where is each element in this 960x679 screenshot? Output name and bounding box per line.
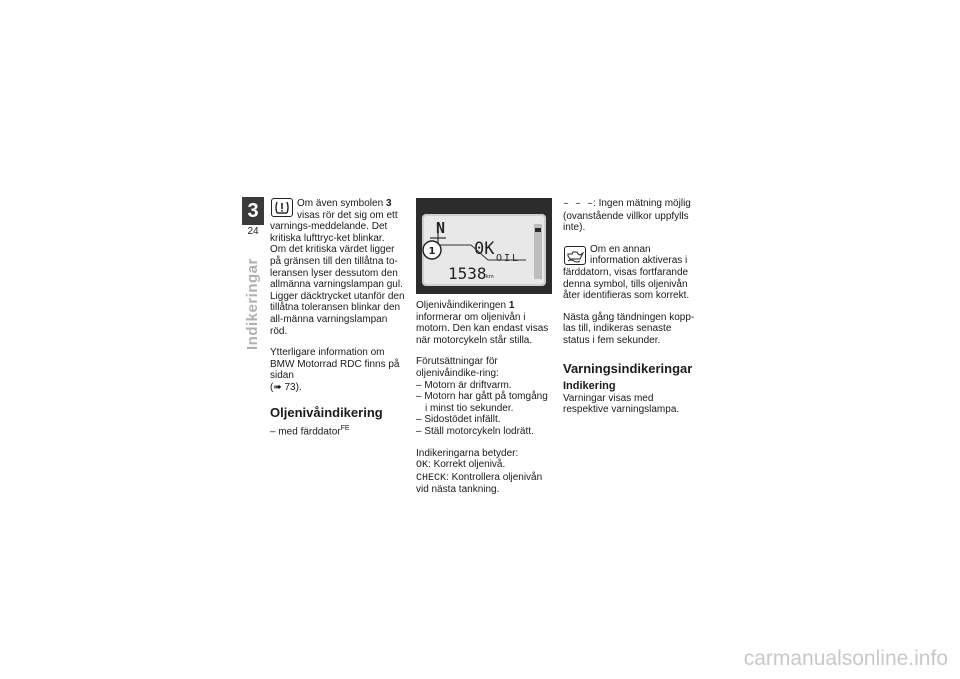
list-item: – Motorn är driftvarm. xyxy=(416,379,512,391)
page-number: 24 xyxy=(247,226,259,237)
paragraph-more-info: Ytterligare information om BMW Motorrad RDC finns på sidan (➠ 73). xyxy=(270,347,400,393)
chapter-number: 3 xyxy=(242,197,264,225)
list-item: – Motorn har gått på tomgång i minst tio sekunder. xyxy=(416,391,548,414)
column-1 xyxy=(270,198,406,437)
section-label: Indikeringar xyxy=(244,258,261,350)
watermark: carmanualsonline.info xyxy=(743,647,948,670)
paragraph-tolerance: Om det kritiska värdet ligger på gränsen till den tillåtna to-leransen lyser dessutom den allmänna varningslampan gul. xyxy=(270,244,403,291)
paragraph-other-info: Om en annan information aktiveras i färddatorn, visas fortfarande denna symbol, tills oljenivån åter identifieras som korrekt. xyxy=(563,243,690,302)
dashes-definition: – – –: Ingen mätning möjlig (ovanstående villkor uppfylls inte). xyxy=(563,198,691,234)
prereq-list xyxy=(416,380,552,438)
section-label-wrap xyxy=(241,240,265,350)
gear-indicator: N xyxy=(436,219,446,237)
odometer-unit: km xyxy=(486,274,494,280)
paragraph-warnings: Varningar visas med respektive varningslampa. xyxy=(563,392,680,416)
list-item: – Sidostödet infällt. xyxy=(416,414,501,426)
paragraph-meaning: Indikeringarna betyder: xyxy=(416,447,519,459)
column-2 xyxy=(416,300,552,496)
requirement-list xyxy=(270,423,406,438)
oil-display-image xyxy=(416,198,552,294)
paragraph-oil-info: Oljenivåindikeringen 1 informerar om oljenivån i motorn. Den kan endast visas när motorcykeln står stilla. xyxy=(416,300,549,346)
oil-can-icon xyxy=(564,246,586,265)
oil-label: OIL xyxy=(496,253,521,264)
callout-number: 1 xyxy=(428,246,436,257)
paragraph-warning: Om även symbolen 3 visas rör det sig om ett varnings-meddelande. Det kritiska lufttryc-ket blinkar. xyxy=(270,198,398,244)
tire-pressure-icon xyxy=(271,198,293,217)
list-item: – med färddator$^{FE}$ xyxy=(270,424,350,437)
oil-value: 0K xyxy=(474,239,495,259)
heading-oil-level: Oljenivåindikering xyxy=(270,404,383,420)
column-3 xyxy=(563,198,699,416)
paragraph-outside: Ligger däcktrycket utanför den tillåtna toleransen blinkar den all-männa varningslampan röd. xyxy=(270,290,405,337)
paragraph-ignition: Nästa gång tändningen kopp-las till, indikeras senaste status i fem sekunder. xyxy=(563,311,695,346)
heading-warnings: Varningsindikeringar xyxy=(563,360,693,376)
subheading-indication: Indikering xyxy=(563,379,616,392)
check-definition: CHECK: Kontrollera oljenivån vid nästa tankning. xyxy=(416,471,543,496)
ok-definition: OK: Korrekt oljenivå. xyxy=(416,459,506,472)
chapter-marker xyxy=(242,197,264,237)
odometer-value: 1538 xyxy=(448,264,487,283)
paragraph-prereq: Förutsättningar för oljenivåindike-ring: xyxy=(416,356,499,379)
list-item: – Ställ motorcykeln lodrätt. xyxy=(416,425,534,437)
page-ref-link[interactable]: (➠ 73). xyxy=(270,381,302,393)
